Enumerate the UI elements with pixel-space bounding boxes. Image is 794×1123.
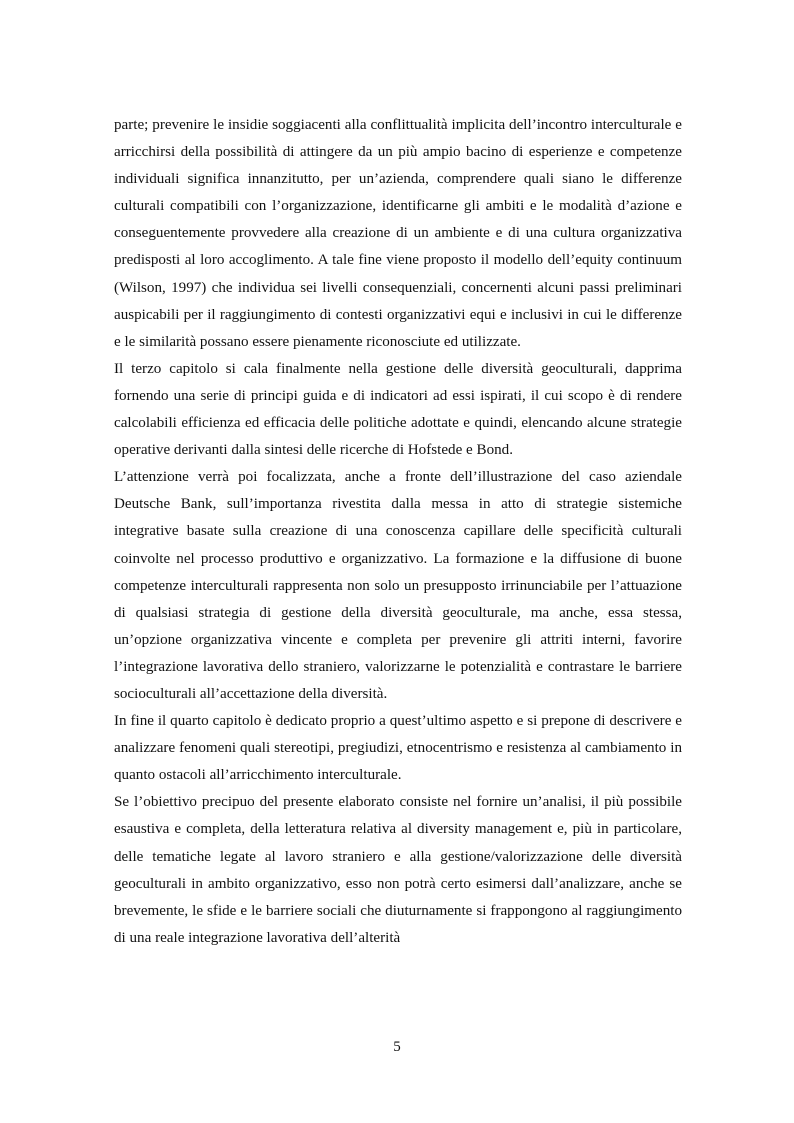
document-body (114, 112, 682, 952)
paragraph-continuation: parte; prevenire le insidie soggiacenti alla conflittualità implicita dell’incontro interculturale e arricchirsi della possibilità di attingere da un più ampio bacino di esperienze e competenze individuali significa innanzitutto, per un’azienda, comprendere quali siano le differenze culturali compatibili con l’organizzazione, identificarne gli ambiti e le modalità d’azione e conseguentemente provvedere alla creazione di un ambiente e di una cultura organizzativa predisposti al loro accoglimento. A tale fine viene proposto il modello dell’equity continuum (Wilson, 1997) che individua sei livelli consequenziali, concernenti alcuni passi preliminari auspicabili per il raggiungimento di contesti organizzativi equi e inclusivi in cui le differenze e le similarità possano essere pienamente riconosciute ed utilizzate. (114, 117, 682, 350)
paragraph-objective: Se l’obiettivo precipuo del presente elaborato consiste nel fornire un’analisi, il più possibile esaustiva e completa, della letteratura relativa al diversity management e, più in particolare, delle tematiche legate al lavoro straniero e alla gestione/valorizzazione delle diversità geoculturali in ambito organizzativo, esso non potrà certo esimersi dall’analizzare, anche se brevemente, le sfide e le barriere sociali che diuturnamente si frappongono al raggiungimento di una reale integrazione lavorativa dell’alterità (114, 794, 682, 946)
paragraph-fourth-chapter: In fine il quarto capitolo è dedicato proprio a quest’ultimo aspetto e si prepone di descrivere e analizzare fenomeni quali stereotipi, pregiudizi, etnocentrismo e resistenza al cambiamento in quanto ostacoli all’arricchimento interculturale. (114, 713, 682, 784)
paragraph-third-chapter: Il terzo capitolo si cala finalmente nella gestione delle diversità geoculturali, dapprima fornendo una serie di principi guida e di indicatori ad essi ispirati, il cui scopo è di rendere calcolabili efficienza ed efficacia delle politiche adottate e quindi, elencando alcune strategie operative derivanti dalla sintesi delle ricerche di Hofstede e Bond. (114, 360, 682, 459)
paragraph-deutsche-bank: L’attenzione verrà poi focalizzata, anche a fronte dell’illustrazione del caso aziendale Deutsche Bank, sull’importanza rivestita dalla messa in atto di strategie sistemiche integrative basate sulla creazione di una conoscenza capillare delle specificità culturali coinvolte nel processo produttivo e organizzativo. La formazione e la diffusione di buone competenze interculturali rappresenta non solo un presupposto irrinunciabile per l’attuazione di qualsiasi strategia di gestione della diversità geoculturale, ma anche, essa stessa, un’opzione organizzativa vincente e completa per prevenire gli attriti interni, favorire l’integrazione lavorativa dello straniero, valorizzarne le potenzialità e contrastare le barriere socioculturali all’accettazione della diversità. (114, 469, 682, 702)
page-number: 5 (393, 1039, 401, 1055)
